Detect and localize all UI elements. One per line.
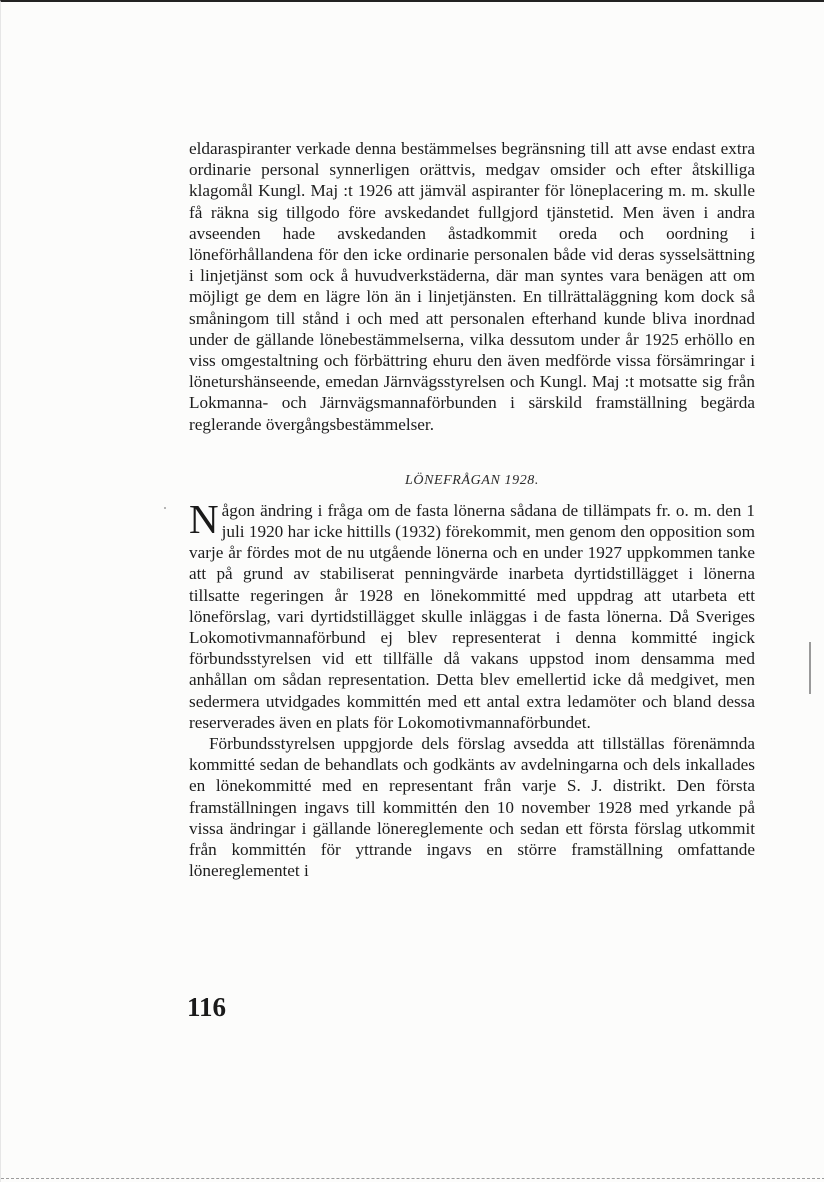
paragraph-section-start-text: ågon ändring i fråga om de fasta lönerna sådana de tillämpats fr. o. m. den 1 juli 1920 har icke hittills (1932) förekommit, men genom den opposition som varje år fördes mot de nu utgående lönerna och en under 1927 uppkommen tanke att på grund av stabiliserat penningvärde inarbeta dyrtidstillägget i lönerna tillsatte regeringen år 1928 en lönekommitté med uppdrag att utarbeta ett löneförslag, vari dyrtidstillägget skulle inläggas i de fasta lönerna. Då Sveriges Lokomotivmannaförbund ej blev representerat i denna kommitté ingick förbundsstyrelsen vid ett tillfälle då vakans uppstod inom densamma med anhållan om sådan representation. Detta blev emellertid icke då medgivet, men sedermera utvidgades kommittén med ett antal extra ledamöter och bland dessa reserverades även en plats för Lokomotivmannaförbundet. <box>189 500 755 732</box>
scan-bottom-edge <box>1 1178 824 1179</box>
section-heading: LÖNEFRÅGAN 1928. <box>404 472 540 488</box>
scan-edge-mark <box>809 642 811 694</box>
scan-speck <box>164 507 166 509</box>
page-text-block <box>189 138 755 882</box>
drop-cap: N <box>189 495 219 542</box>
paragraph-section-start <box>189 495 755 733</box>
page-number: 116 <box>187 992 227 1022</box>
paragraph-board-proposals: Förbundsstyrelsen uppgjorde dels förslag avsedda att tillställas förenämnda kommitté sedan de behandlats och godkänts av avdelningarna och dels inkallades en lönekommitté med en representant från varje S. J. distrikt. Den första framställningen ingavs till kommittén den 10 november 1928 med yrkande på vissa ändringar i gällande lönereglemente och sedan ett första förslag utkommit från kommittén för yttrande ingavs en större framställning omfattande lönereglementet i <box>189 734 755 881</box>
paragraph-continuation: eldaraspiranter verkade denna bestämmelses begränsning till att avse endast extra ordinarie personal synnerligen orättvis, medgav omsider och efter åtskilliga klagomål Kungl. Maj :t 1926 att jämväl aspiranter för löneplacering m. m. skulle få räkna sig tillgodo före avskedandet fullgjord tjänstetid. Men även i andra avseenden hade avskedanden åstadkommit oreda och oordning i löneförhållandena för den icke ordinarie personalen både vid deras sysselsättning i linjetjänst som ock å huvudverkstäderna, där man syntes vara benägen att om möjligt ge dem en lägre lön än i linjetjänsten. En tillrättaläggning kom dock så småningom till stånd i och med att personalen efterhand kunde bliva inordnad under de gällande lönebestämmelserna, vilka dessutom under år 1925 erhöllo en viss omgestaltning och förbättring ehuru den även medförde vissa försämringar i löneturshänseende, emedan Järnvägsstyrelsen och Kungl. Maj :t motsatte sig från Lokmanna- och Järnvägsmannaförbunden i särskild framställning begärda reglerande övergångsbestämmelser. <box>189 139 755 434</box>
